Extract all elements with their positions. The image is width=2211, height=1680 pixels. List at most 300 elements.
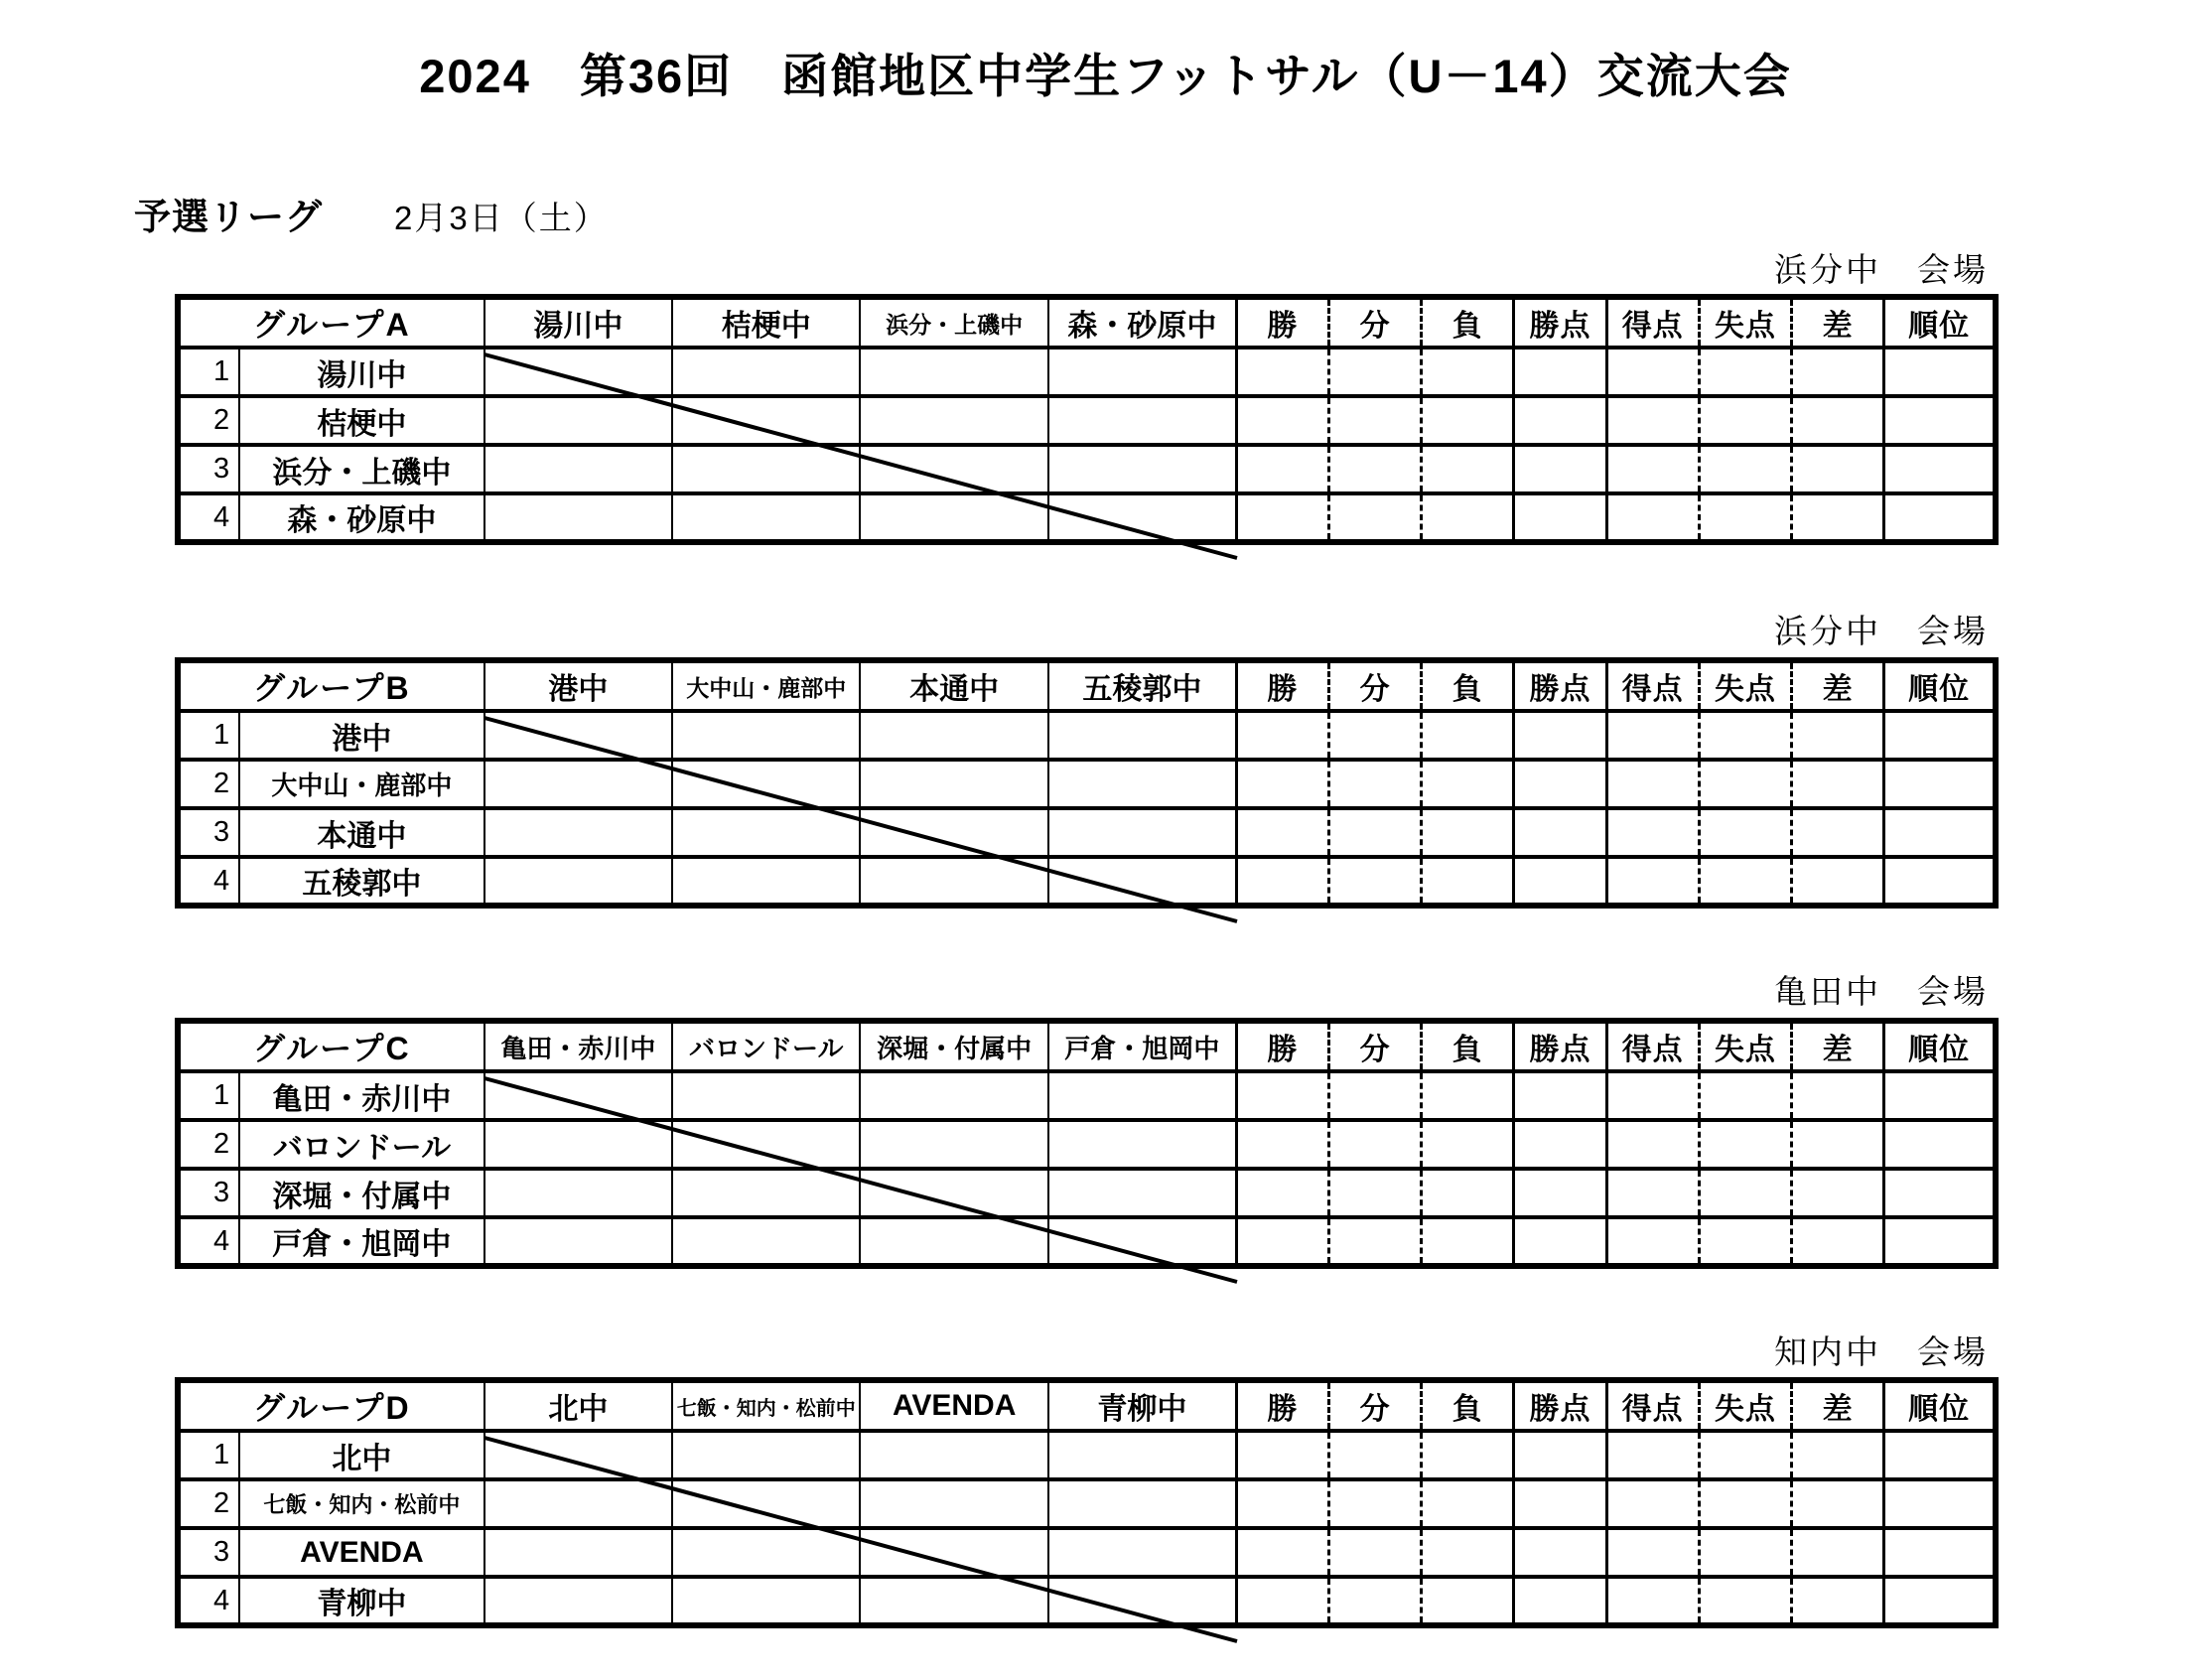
stat-cell	[1236, 1120, 1328, 1169]
stat-cell	[1236, 1071, 1328, 1120]
stat-cell	[1792, 711, 1884, 760]
stat-cell	[1514, 396, 1606, 445]
table-row	[178, 760, 1996, 808]
opponent-header: 桔梗中	[672, 297, 860, 348]
stat-cell	[1606, 348, 1699, 396]
stat-cell	[1606, 857, 1699, 906]
stat-cell	[1514, 857, 1606, 906]
stat-header-rank: 順位	[1884, 1021, 1996, 1071]
stat-cell	[1699, 348, 1791, 396]
stat-cell	[1699, 760, 1791, 808]
matchup-cell	[1048, 1120, 1236, 1169]
stat-header-points: 勝点	[1514, 1380, 1606, 1431]
stat-cell	[1328, 348, 1421, 396]
matchup-cell	[672, 1528, 860, 1577]
stat-cell	[1328, 396, 1421, 445]
rank-cell	[1884, 1071, 1996, 1120]
stat-cell	[1236, 493, 1328, 542]
group-d-league-table	[175, 1377, 1999, 1628]
matchup-cell	[860, 1120, 1047, 1169]
stat-cell	[1514, 1479, 1606, 1528]
stat-header-rank: 順位	[1884, 1380, 1996, 1431]
stat-cell	[1606, 1071, 1699, 1120]
stat-header-goal-diff: 差	[1792, 1021, 1884, 1071]
matchup-cell	[484, 1479, 672, 1528]
team-name-cell: 青柳中	[239, 1577, 484, 1625]
stat-cell	[1514, 1577, 1606, 1625]
stat-cell	[1422, 1169, 1514, 1217]
team-name-cell: 浜分・上磯中	[239, 445, 484, 493]
table-row	[178, 1120, 1996, 1169]
matchup-cell	[1048, 857, 1236, 906]
stat-cell	[1792, 1169, 1884, 1217]
stat-cell	[1422, 1071, 1514, 1120]
matchup-cell	[1048, 1431, 1236, 1479]
team-name-cell: 森・砂原中	[239, 493, 484, 542]
venue-label-group-d: 知内中 会場	[1774, 1333, 1989, 1370]
team-name-cell: 湯川中	[239, 348, 484, 396]
group-d-table-wrap	[175, 1377, 1999, 1648]
matchup-cell	[860, 1577, 1047, 1625]
table-row	[178, 1528, 1996, 1577]
stat-cell	[1422, 493, 1514, 542]
matchup-cell	[672, 760, 860, 808]
matchup-cell	[860, 1431, 1047, 1479]
stat-cell	[1328, 1528, 1421, 1577]
stat-cell	[1236, 1528, 1328, 1577]
opponent-header: 深堀・付属中	[860, 1021, 1047, 1071]
stat-cell	[1699, 1479, 1791, 1528]
team-name-cell: 桔梗中	[239, 396, 484, 445]
opponent-header: 亀田・赤川中	[484, 1021, 672, 1071]
header-row	[178, 1380, 1996, 1431]
stat-cell	[1699, 857, 1791, 906]
row-number-cell: 4	[178, 493, 239, 542]
table-row	[178, 711, 1996, 760]
matchup-cell	[860, 1217, 1047, 1266]
table-row	[178, 348, 1996, 396]
stat-cell	[1236, 445, 1328, 493]
stat-cell	[1606, 1577, 1699, 1625]
matchup-cell	[860, 1479, 1047, 1528]
matchup-cell	[672, 1169, 860, 1217]
table-row	[178, 1217, 1996, 1266]
stat-cell	[1514, 711, 1606, 760]
stat-header-points: 勝点	[1514, 660, 1606, 711]
stat-cell	[1514, 1120, 1606, 1169]
opponent-header: 五稜郭中	[1048, 660, 1236, 711]
stat-header-draws: 分	[1328, 297, 1421, 348]
stat-cell	[1422, 711, 1514, 760]
stat-cell	[1422, 1217, 1514, 1266]
matchup-cell	[484, 396, 672, 445]
opponent-header: 港中	[484, 660, 672, 711]
opponent-header: 本通中	[860, 660, 1047, 711]
stat-cell	[1792, 1577, 1884, 1625]
stat-header-draws: 分	[1328, 1380, 1421, 1431]
stat-cell	[1792, 1120, 1884, 1169]
stat-cell	[1422, 760, 1514, 808]
matchup-cell	[860, 1528, 1047, 1577]
header-row	[178, 1021, 1996, 1071]
matchup-cell	[672, 445, 860, 493]
opponent-header: AVENDA	[860, 1380, 1047, 1431]
matchup-cell	[672, 348, 860, 396]
stat-cell	[1328, 857, 1421, 906]
stat-cell	[1328, 493, 1421, 542]
stat-cell	[1606, 1169, 1699, 1217]
venue-label-group-b: 浜分中 会場	[1774, 613, 1989, 649]
rank-cell	[1884, 1577, 1996, 1625]
stat-header-draws: 分	[1328, 1021, 1421, 1071]
rank-cell	[1884, 1431, 1996, 1479]
stat-cell	[1792, 760, 1884, 808]
stat-cell	[1606, 445, 1699, 493]
opponent-header: 戸倉・旭岡中	[1048, 1021, 1236, 1071]
stat-header-points: 勝点	[1514, 297, 1606, 348]
table-row	[178, 1479, 1996, 1528]
page-title: 2024 第36回 函館地区中学生フットサル（U－14）交流大会	[419, 50, 1792, 102]
table-row	[178, 493, 1996, 542]
matchup-cell	[860, 445, 1047, 493]
stat-cell	[1514, 1217, 1606, 1266]
opponent-header: 大中山・鹿部中	[672, 660, 860, 711]
group-a-table-wrap	[175, 294, 1999, 565]
stat-cell	[1792, 1431, 1884, 1479]
matchup-cell	[484, 1431, 672, 1479]
stat-cell	[1792, 1071, 1884, 1120]
stat-cell	[1422, 808, 1514, 857]
stat-header-goals-for: 得点	[1606, 1021, 1699, 1071]
stat-cell	[1328, 808, 1421, 857]
stat-cell	[1606, 711, 1699, 760]
row-number-cell: 2	[178, 1479, 239, 1528]
stat-header-goals-against: 失点	[1699, 1021, 1791, 1071]
stat-cell	[1422, 1577, 1514, 1625]
stat-cell	[1699, 396, 1791, 445]
stat-cell	[1514, 760, 1606, 808]
team-name-cell: 北中	[239, 1431, 484, 1479]
matchup-cell	[1048, 1169, 1236, 1217]
stat-cell	[1422, 1120, 1514, 1169]
stat-cell	[1328, 760, 1421, 808]
stat-cell	[1699, 1577, 1791, 1625]
stat-cell	[1328, 445, 1421, 493]
stat-cell	[1699, 1528, 1791, 1577]
stat-cell	[1792, 396, 1884, 445]
header-row	[178, 297, 1996, 348]
team-name-cell: 大中山・鹿部中	[239, 760, 484, 808]
row-number-cell: 2	[178, 396, 239, 445]
matchup-cell	[484, 1528, 672, 1577]
matchup-cell	[484, 808, 672, 857]
matchup-cell	[860, 348, 1047, 396]
stat-cell	[1328, 1217, 1421, 1266]
matchup-cell	[1048, 493, 1236, 542]
opponent-header: 北中	[484, 1380, 672, 1431]
venue-label-group-a: 浜分中 会場	[1774, 251, 1989, 288]
stat-cell	[1606, 1217, 1699, 1266]
matchup-cell	[860, 1169, 1047, 1217]
row-number-cell: 1	[178, 1431, 239, 1479]
stat-cell	[1422, 1528, 1514, 1577]
stat-header-goal-diff: 差	[1792, 297, 1884, 348]
league-label: 予選リーグ	[134, 197, 323, 237]
row-number-cell: 3	[178, 1169, 239, 1217]
matchup-cell	[1048, 1528, 1236, 1577]
stat-cell	[1606, 1528, 1699, 1577]
stat-header-goals-against: 失点	[1699, 1380, 1791, 1431]
stat-cell	[1792, 445, 1884, 493]
table-row	[178, 1431, 1996, 1479]
rank-cell	[1884, 857, 1996, 906]
matchup-cell	[484, 857, 672, 906]
table-row	[178, 1071, 1996, 1120]
stat-header-losses: 負	[1422, 1021, 1514, 1071]
matchup-cell	[484, 1577, 672, 1625]
matchup-cell	[1048, 396, 1236, 445]
table-row	[178, 857, 1996, 906]
matchup-cell	[484, 760, 672, 808]
stat-header-goals-for: 得点	[1606, 660, 1699, 711]
stat-header-goals-for: 得点	[1606, 1380, 1699, 1431]
matchup-cell	[484, 1169, 672, 1217]
matchup-cell	[672, 1071, 860, 1120]
stat-cell	[1236, 1217, 1328, 1266]
stat-cell	[1422, 348, 1514, 396]
stat-header-losses: 負	[1422, 660, 1514, 711]
stat-cell	[1422, 857, 1514, 906]
stat-header-rank: 順位	[1884, 660, 1996, 711]
group-name: グループC	[253, 1031, 411, 1066]
stat-cell	[1514, 1071, 1606, 1120]
stat-cell	[1792, 1217, 1884, 1266]
row-number-cell: 1	[178, 1071, 239, 1120]
stat-cell	[1236, 760, 1328, 808]
row-number-cell: 3	[178, 445, 239, 493]
stat-cell	[1792, 808, 1884, 857]
rank-cell	[1884, 1217, 1996, 1266]
matchup-cell	[672, 1431, 860, 1479]
group-name: グループD	[253, 1390, 411, 1426]
stat-cell	[1514, 348, 1606, 396]
stat-cell	[1422, 1479, 1514, 1528]
matchup-cell	[672, 1577, 860, 1625]
opponent-header: バロンドール	[672, 1021, 860, 1071]
rank-cell	[1884, 445, 1996, 493]
stat-cell	[1236, 857, 1328, 906]
table-row	[178, 1577, 1996, 1625]
matchup-cell	[672, 1479, 860, 1528]
matchup-cell	[860, 808, 1047, 857]
stat-header-goals-against: 失点	[1699, 297, 1791, 348]
row-number-cell: 4	[178, 1577, 239, 1625]
stat-cell	[1792, 348, 1884, 396]
stat-cell	[1606, 396, 1699, 445]
matchup-cell	[484, 348, 672, 396]
stat-header-goals-for: 得点	[1606, 297, 1699, 348]
stat-cell	[1699, 1217, 1791, 1266]
stat-cell	[1328, 1169, 1421, 1217]
matchup-cell	[1048, 348, 1236, 396]
rank-cell	[1884, 396, 1996, 445]
stat-cell	[1514, 445, 1606, 493]
stat-cell	[1792, 857, 1884, 906]
row-number-cell: 2	[178, 1120, 239, 1169]
stat-cell	[1606, 1431, 1699, 1479]
matchup-cell	[484, 445, 672, 493]
stat-cell	[1606, 808, 1699, 857]
matchup-cell	[672, 1217, 860, 1266]
matchup-cell	[860, 396, 1047, 445]
stat-cell	[1699, 1169, 1791, 1217]
group-b-table-wrap	[175, 657, 1999, 928]
stat-header-rank: 順位	[1884, 297, 1996, 348]
stat-cell	[1699, 711, 1791, 760]
opponent-header: 森・砂原中	[1048, 297, 1236, 348]
stat-cell	[1236, 396, 1328, 445]
stat-cell	[1699, 1071, 1791, 1120]
matchup-cell	[1048, 1479, 1236, 1528]
opponent-header: 青柳中	[1048, 1380, 1236, 1431]
team-name-cell: バロンドール	[239, 1120, 484, 1169]
table-row	[178, 445, 1996, 493]
rank-cell	[1884, 1528, 1996, 1577]
stat-header-losses: 負	[1422, 297, 1514, 348]
matchup-cell	[860, 1071, 1047, 1120]
stat-cell	[1699, 1120, 1791, 1169]
matchup-cell	[484, 1120, 672, 1169]
matchup-cell	[1048, 1071, 1236, 1120]
matchup-cell	[672, 711, 860, 760]
rank-cell	[1884, 1479, 1996, 1528]
matchup-cell	[484, 1217, 672, 1266]
stat-cell	[1236, 1577, 1328, 1625]
stat-header-goal-diff: 差	[1792, 660, 1884, 711]
rank-cell	[1884, 493, 1996, 542]
matchup-cell	[484, 711, 672, 760]
stat-header-points: 勝点	[1514, 1021, 1606, 1071]
matchup-cell	[672, 396, 860, 445]
team-name-cell: 本通中	[239, 808, 484, 857]
rank-cell	[1884, 1169, 1996, 1217]
row-number-cell: 1	[178, 348, 239, 396]
stat-cell	[1792, 493, 1884, 542]
stat-cell	[1328, 1479, 1421, 1528]
stat-cell	[1328, 1431, 1421, 1479]
stat-cell	[1422, 445, 1514, 493]
stat-cell	[1792, 1479, 1884, 1528]
matchup-cell	[860, 493, 1047, 542]
group-a-league-table	[175, 294, 1999, 545]
matchup-cell	[860, 711, 1047, 760]
stat-cell	[1606, 1479, 1699, 1528]
team-name-cell: 五稜郭中	[239, 857, 484, 906]
table-row	[178, 1169, 1996, 1217]
stat-cell	[1236, 1431, 1328, 1479]
row-number-cell: 3	[178, 1528, 239, 1577]
stat-header-wins: 勝	[1236, 297, 1328, 348]
matchup-cell	[860, 760, 1047, 808]
matchup-cell	[672, 493, 860, 542]
opponent-header: 七飯・知内・松前中	[672, 1380, 860, 1431]
stat-cell	[1514, 808, 1606, 857]
matchup-cell	[672, 808, 860, 857]
team-name-cell: AVENDA	[239, 1528, 484, 1577]
matchup-cell	[1048, 711, 1236, 760]
stat-cell	[1606, 760, 1699, 808]
group-name: グループA	[253, 307, 411, 343]
stat-cell	[1236, 348, 1328, 396]
row-number-cell: 2	[178, 760, 239, 808]
group-b-league-table	[175, 657, 1999, 909]
team-name-cell: 港中	[239, 711, 484, 760]
header-row	[178, 660, 1996, 711]
group-c-league-table	[175, 1018, 1999, 1269]
matchup-cell	[1048, 1217, 1236, 1266]
matchup-cell	[672, 1120, 860, 1169]
team-name-cell: 戸倉・旭岡中	[239, 1217, 484, 1266]
rank-cell	[1884, 760, 1996, 808]
stat-cell	[1514, 1169, 1606, 1217]
stat-header-goals-against: 失点	[1699, 660, 1791, 711]
stat-header-losses: 負	[1422, 1380, 1514, 1431]
team-name-cell: 七飯・知内・松前中	[239, 1479, 484, 1528]
matchup-cell	[484, 1071, 672, 1120]
stat-cell	[1699, 493, 1791, 542]
stat-header-goal-diff: 差	[1792, 1380, 1884, 1431]
row-number-cell: 4	[178, 1217, 239, 1266]
team-name-cell: 亀田・赤川中	[239, 1071, 484, 1120]
stat-header-wins: 勝	[1236, 660, 1328, 711]
team-name-cell: 深堀・付属中	[239, 1169, 484, 1217]
stat-cell	[1606, 493, 1699, 542]
matchup-cell	[1048, 808, 1236, 857]
row-number-cell: 1	[178, 711, 239, 760]
venue-label-group-c: 亀田中 会場	[1774, 973, 1989, 1010]
stat-cell	[1699, 808, 1791, 857]
matchup-cell	[484, 493, 672, 542]
matchup-cell	[1048, 1577, 1236, 1625]
stat-cell	[1792, 1528, 1884, 1577]
rank-cell	[1884, 808, 1996, 857]
table-row	[178, 396, 1996, 445]
opponent-header: 浜分・上磯中	[860, 297, 1047, 348]
stat-cell	[1328, 711, 1421, 760]
matchup-cell	[860, 857, 1047, 906]
stat-cell	[1328, 1120, 1421, 1169]
stat-cell	[1514, 1431, 1606, 1479]
row-number-cell: 4	[178, 857, 239, 906]
table-row	[178, 808, 1996, 857]
row-number-cell: 3	[178, 808, 239, 857]
opponent-header: 湯川中	[484, 297, 672, 348]
matchup-cell	[672, 857, 860, 906]
group-c-table-wrap	[175, 1018, 1999, 1289]
group-name: グループB	[253, 670, 411, 706]
stat-cell	[1422, 1431, 1514, 1479]
matchup-cell	[1048, 760, 1236, 808]
stat-cell	[1328, 1071, 1421, 1120]
round-info	[134, 187, 609, 240]
matchup-cell	[1048, 445, 1236, 493]
rank-cell	[1884, 1120, 1996, 1169]
stat-cell	[1514, 1528, 1606, 1577]
stat-cell	[1236, 1169, 1328, 1217]
stat-cell	[1699, 445, 1791, 493]
stat-cell	[1422, 396, 1514, 445]
stat-cell	[1606, 1120, 1699, 1169]
